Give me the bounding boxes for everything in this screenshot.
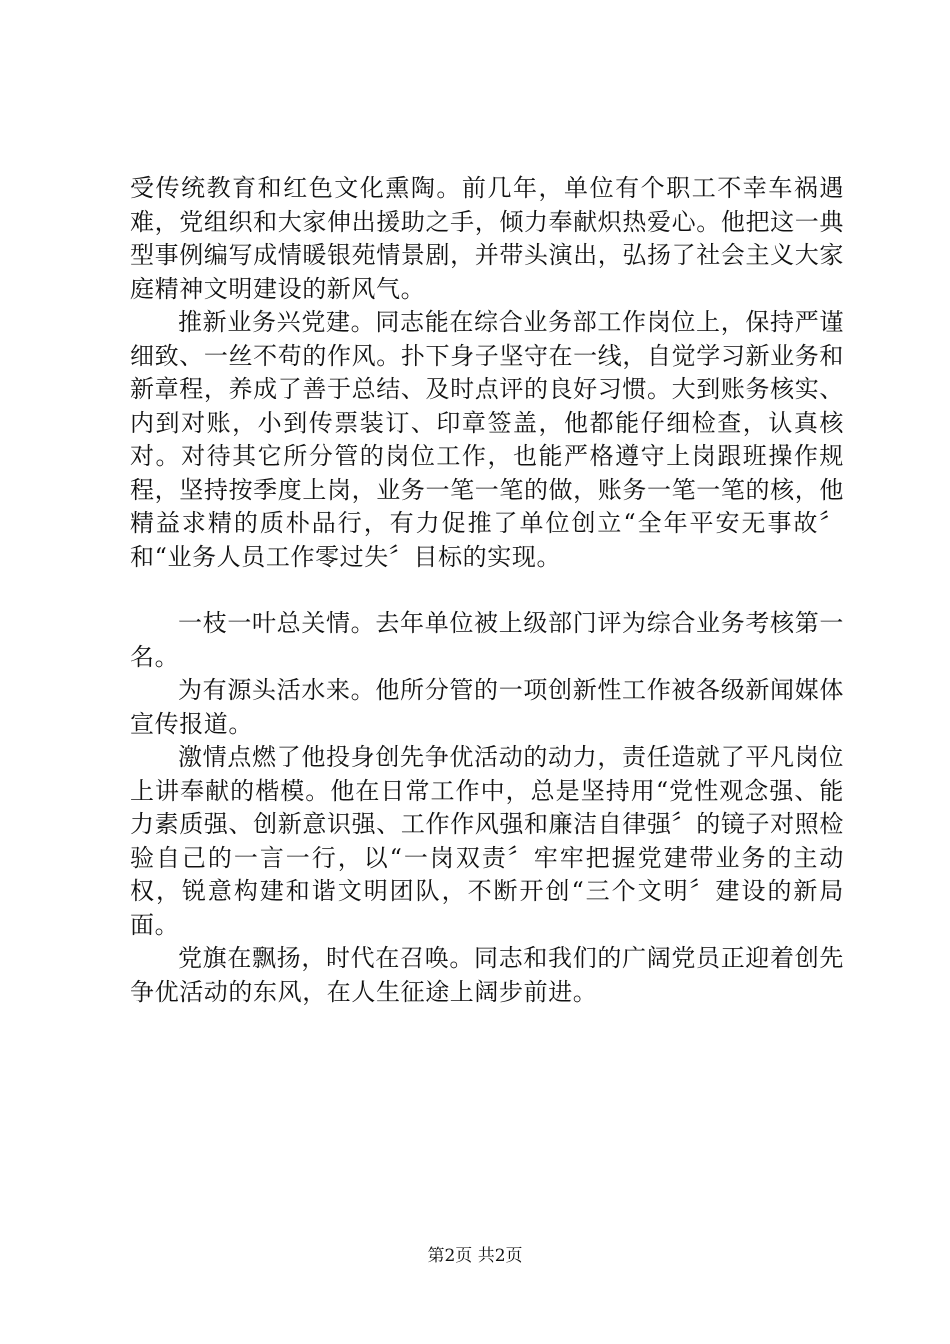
paragraph-continuation: 受传统教育和红色文化熏陶。前几年，单位有个职工不幸车祸遇难，党组织和大家伸出援助之手，倾力奉献炽热爱心。他把这一典型事例编写成情暖银苑情景剧，并带头演出，弘扬了社会主义大家庭精神文明建设的新风气。: [130, 174, 844, 303]
paragraph-business-party-building: 推新业务兴党建。同志能在综合业务部工作岗位上，保持严谨细致、一丝不苟的作风。扑下身子坚守在一线，自觉学习新业务和新章程，养成了善于总结、及时点评的良好习惯。大到账务核实、内到对账，小到传票装订、印章签盖，他都能仔细检查，认真核对。对待其它所分管的岗位工作，也能严格遵守上岗跟班操作规程，坚持按季度上岗，业务一笔一笔的做，账务一笔一笔的核，他精益求精的质朴品行，有力促推了单位创立“全年平安无事故〞和“业务人员工作零过失〞目标的实现。: [130, 308, 844, 571]
paragraph-passion-responsibility: 激情点燃了他投身创先争优活动的动力，责任造就了平凡岗位上讲奉献的楷模。他在日常工作中，总是坚持用“党性观念强、能力素质强、创新意识强、工作作风强和廉洁自律强〞的镜子对照检验自己的一言一行，以“一岗双责〞牢牢把握党建带业务的主动权，锐意构建和谐文明团队，不断开创“三个文明〞建设的新局面。: [130, 743, 844, 939]
page-number-footer: 第2页 共2页: [427, 1246, 523, 1266]
paragraph-first-place: 一枝一叶总关情。去年单位被上级部门评为综合业务考核第一名。: [130, 609, 844, 671]
paragraph-innovation-report: 为有源头活水来。他所分管的一项创新性工作被各级新闻媒体宣传报道。: [130, 676, 844, 738]
document-body: [130, 172, 844, 1009]
paragraph-conclusion: 党旗在飘扬，时代在召唤。同志和我们的广阔党员正迎着创先争优活动的东风，在人生征途上阔步前进。: [130, 944, 844, 1006]
